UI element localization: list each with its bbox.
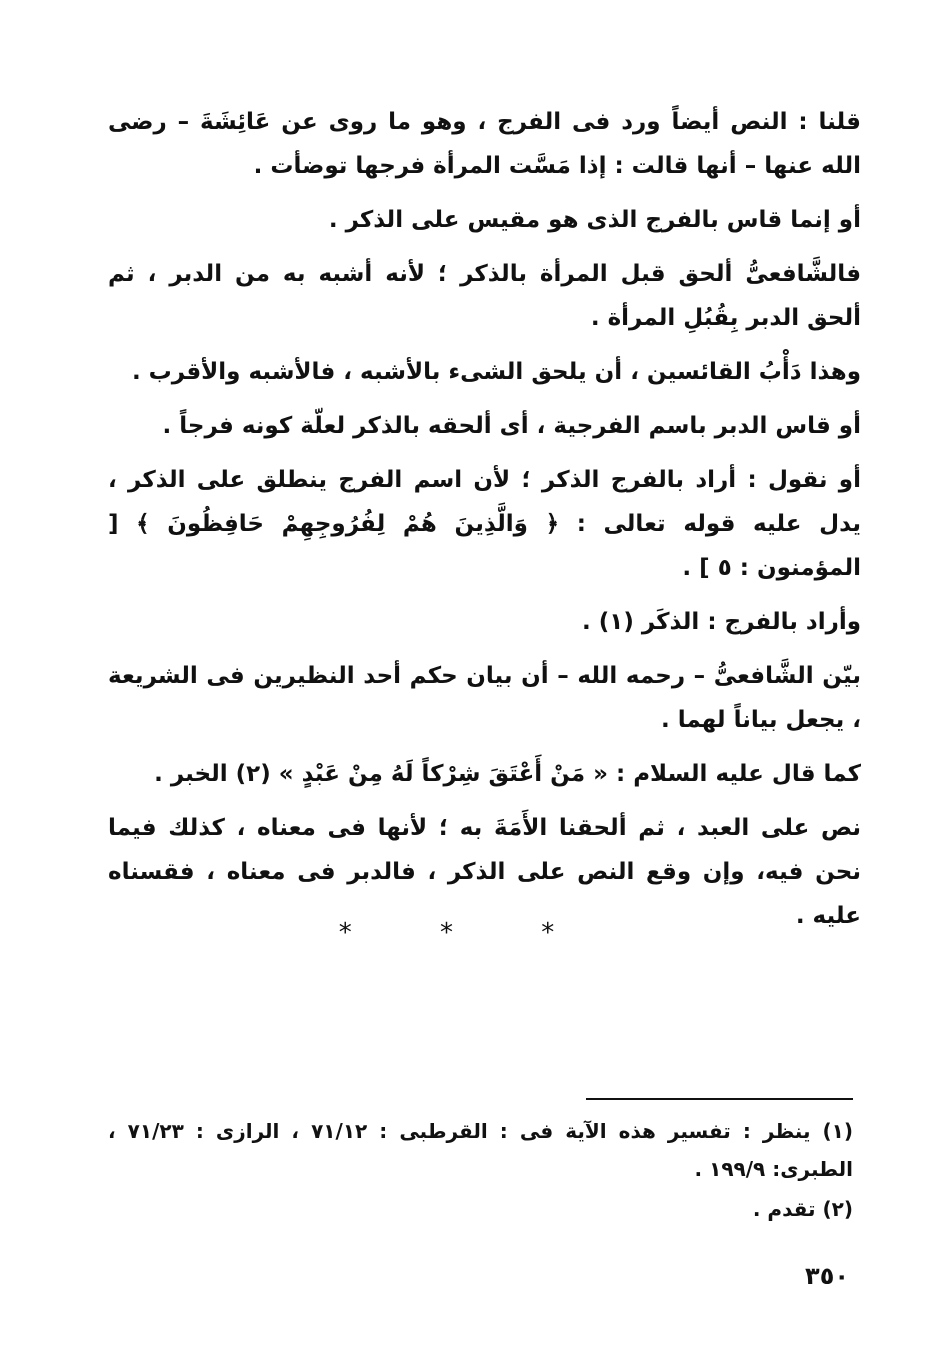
main-text [108,100,861,948]
footnote-1: (١) ينظر : تفسير هذه الآية فى : القرطبى : ٧١/١٢ ، الرازى : ٧١/٢٣ ، الطبرى: ١٩٩/٩ . [108,1119,854,1181]
footnote-2: (٢) تقدم . [752,1197,853,1221]
paragraph-10: نص على العبد ، ثم ألحقنا الأَمَةَ به ؛ لأنها فى معناه ، كذلك فيما نحن فيه، وإن وقع النص على الذكر ، فالدبر فى معناه ، فقسناه عليه . [108,815,861,929]
footnotes [108,1112,853,1230]
section-ornament: * * * [338,918,595,948]
paragraph-2: أو إنما قاس بالفرج الذى هو مقيس على الذكر . [328,207,861,233]
page-number: ٣٥٠ [805,1262,849,1290]
paragraph-7: وأراد بالفرج : الذكَر (١) . [582,609,861,635]
paragraph-5: أو قاس الدبر باسم الفرجية ، أى ألحقه بالذكر لعلّة كونه فرجاً . [162,413,861,439]
paragraph-9: كما قال عليه السلام : « مَنْ أَعْتَقَ شِرْكاً لَهُ مِنْ عَبْدٍ » (٢) الخبر . [154,761,861,787]
paragraph-8: بيّن الشَّافعىُّ – رحمه الله – أن بيان حكم أحد النظيرين فى الشريعة ، يجعل بياناً لهما . [108,663,861,733]
paragraph-1: قلنا : النص أيضاً ورد فى الفرج ، وهو ما روى عن عَائِشَةَ – رضى الله عنها – أنها قالت : إذا مَسَّت المرأة فرجها توضأت . [108,109,861,179]
paragraph-6: أو نقول : أراد بالفرج الذكر ؛ لأن اسم الفرج ينطلق على الذكر ، يدل عليه قوله تعالى : ﴿ وَالَّذِينَ هُمْ لِفُرُوجِهِمْ حَافِظُونَ ﴾ [ المؤمنون : ٥ ] . [108,467,861,581]
paragraph-4: وهذا دَأْبُ القائسين ، أن يلحق الشىء بالأشبه ، فالأشبه والأقرب . [131,359,861,385]
footnote-divider [586,1098,853,1100]
paragraph-3: فالشَّافعىُّ ألحق قبل المرأة بالذكر ؛ لأنه أشبه به من الدبر ، ثم ألحق الدبر بِقُبُلِ المرأة . [108,261,861,331]
